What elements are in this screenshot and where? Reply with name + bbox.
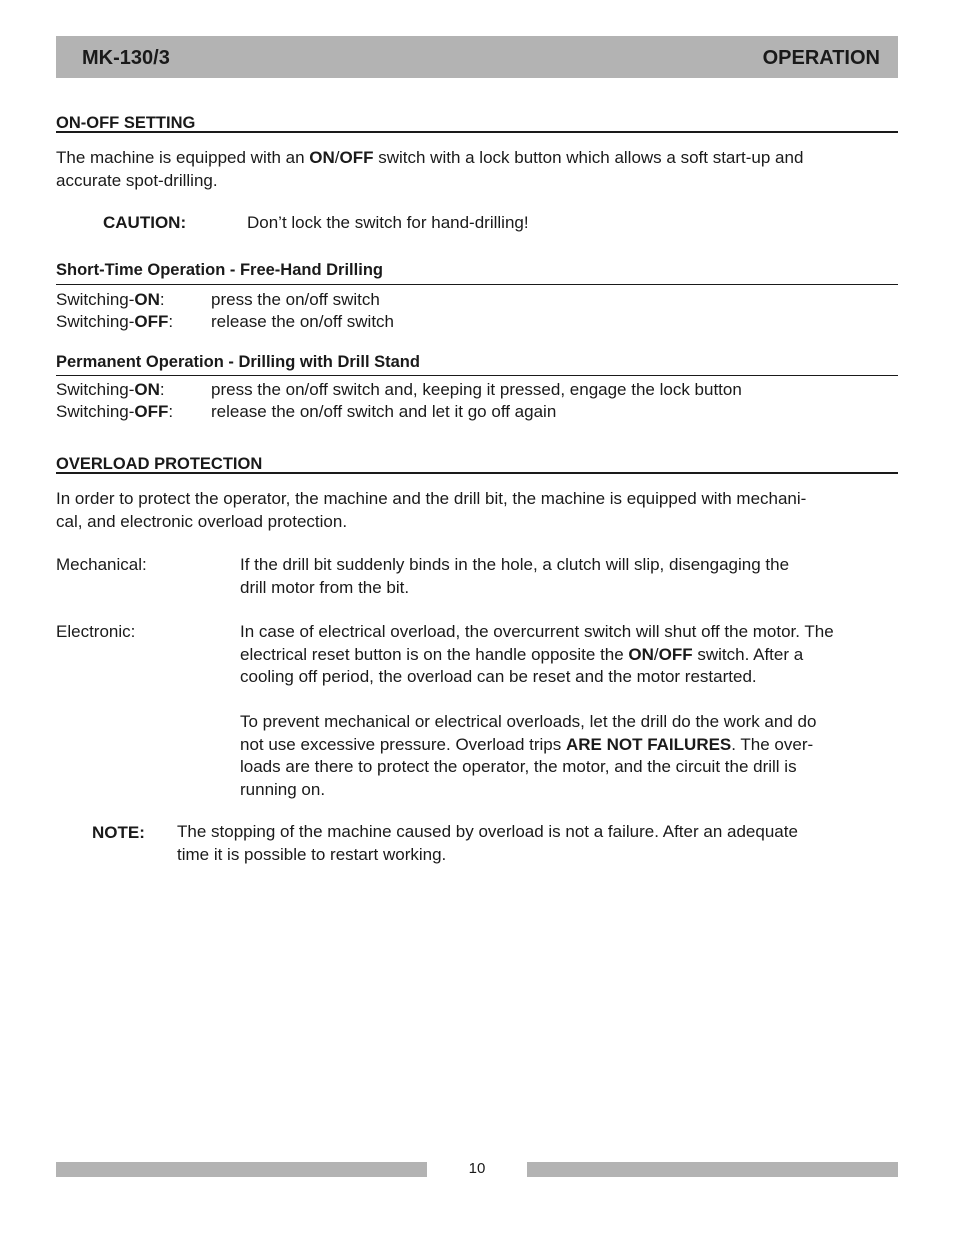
note-text: The stopping of the machine caused by overload is not a failure. After an adequate time it is possible to restart working. (177, 822, 798, 864)
permanent-rule (56, 375, 898, 376)
onoff-intro-line2: accurate spot-drilling. (56, 170, 218, 190)
switching-desc: release the on/off switch (211, 312, 395, 331)
permanent-row-on (0, 379, 954, 402)
section-title: OPERATION (762, 47, 880, 69)
onoff-intro-line1: The machine is equipped with an ON/OFF switch with a lock button which allows a soft start-up and (56, 148, 804, 167)
short-time-heading: Short-Time Operation - Free-Hand Drilling (56, 261, 383, 279)
switching-desc: press the on/off switch and, keeping it pressed, engage the lock button (211, 380, 742, 399)
electronic-text: In case of electrical overload, the overcurrent switch will shut off the motor. The electrical reset button is on the handle opposite the ON/OFF switch. After a cooling off period, the overload can be reset and the motor restarted. (240, 622, 834, 686)
caution-text: Don’t lock the switch for hand-drilling! (247, 213, 529, 232)
page-number: 10 (468, 1160, 486, 1177)
mechanical-label: Mechanical: (56, 555, 147, 574)
electronic-label: Electronic: (56, 622, 136, 641)
short-time-row-off (0, 311, 954, 334)
overload-rule (56, 472, 898, 474)
short-time-row-on (0, 289, 954, 312)
note-label: NOTE: (92, 823, 145, 842)
switching-label: Switching-OFF: (56, 402, 174, 421)
switching-label: Switching-OFF: (56, 312, 174, 331)
footer-bar-left (56, 1162, 427, 1177)
onoff-rule (56, 131, 898, 133)
overload-intro-line2: cal, and electronic overload protection. (56, 511, 348, 531)
permanent-heading: Permanent Operation - Drilling with Drill Stand (56, 353, 420, 371)
mechanical-text: If the drill bit suddenly binds in the hole, a clutch will slip, disengaging the drill motor from the bit. (240, 555, 790, 597)
caution-label: CAUTION: (103, 213, 187, 232)
overload-heading: OVERLOAD PROTECTION (56, 455, 263, 473)
switching-label: Switching-ON: (56, 290, 165, 309)
model-number: MK-130/3 (82, 47, 170, 69)
onoff-intro (56, 147, 898, 192)
switching-desc: release the on/off switch and let it go off again (211, 402, 557, 421)
header-bar (56, 36, 898, 78)
switching-desc: press the on/off switch (211, 290, 380, 309)
prevent-text: To prevent mechanical or electrical overloads, let the drill do the work and do not use excessive pressure. Overload trips ARE NOT FAILURES. The over- loads are there to protect the operator, the motor, and the circuit the drill is running on. (240, 712, 817, 799)
short-time-rule (56, 284, 898, 285)
permanent-row-off (0, 401, 954, 424)
caution-row (0, 212, 954, 235)
overload-intro (56, 488, 898, 533)
overload-intro-line1: In order to protect the operator, the machine and the drill bit, the machine is equipped with mechani- (56, 489, 807, 508)
footer-bar-right (527, 1162, 898, 1177)
switching-label: Switching-ON: (56, 380, 165, 399)
onoff-heading: ON-OFF SETTING (56, 114, 196, 132)
